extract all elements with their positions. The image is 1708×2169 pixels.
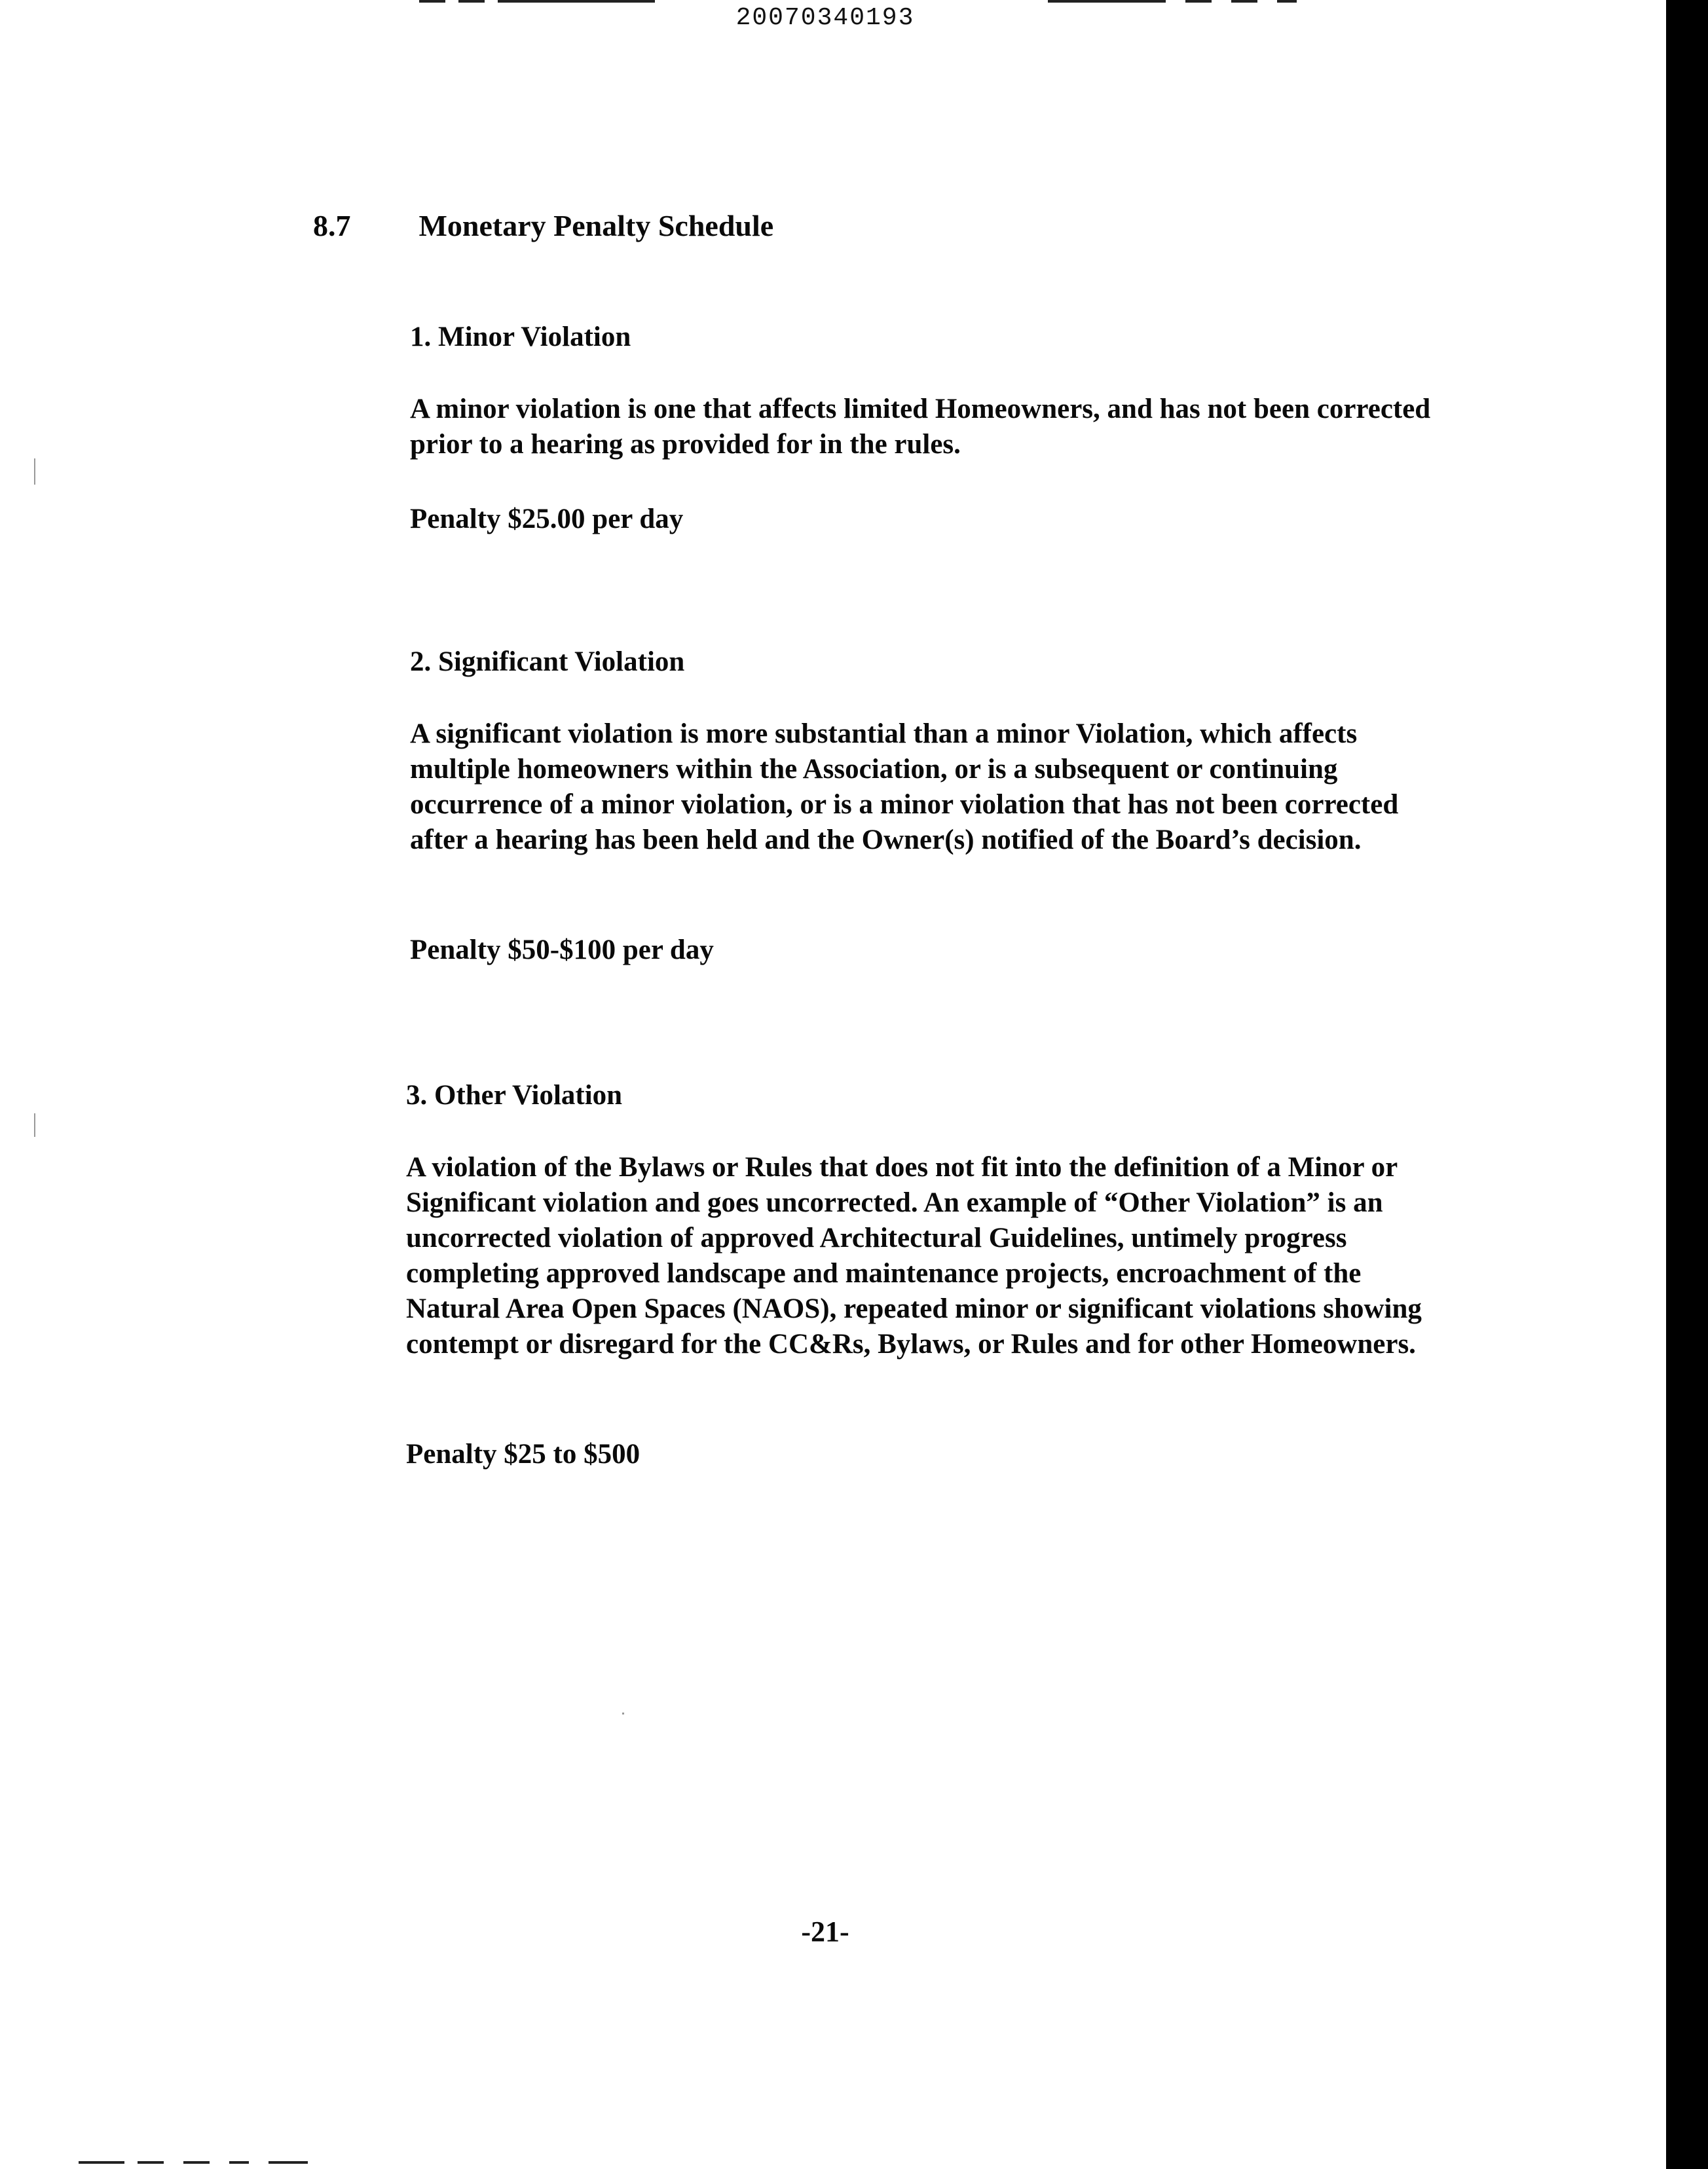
scan-dash	[79, 2161, 124, 2164]
violation-heading: 3. Other Violation	[406, 1080, 623, 1111]
scan-speck	[34, 1113, 35, 1137]
page-number: -21-	[801, 1916, 849, 1948]
scan-dash	[183, 2161, 210, 2164]
scan-dash	[419, 0, 445, 3]
violation-minor	[410, 320, 1458, 534]
violation-significant	[410, 644, 1458, 965]
scan-dash	[269, 2161, 308, 2164]
scan-dash	[1048, 0, 1166, 3]
scan-speck	[622, 1713, 624, 1715]
scan-dash	[229, 2161, 249, 2164]
violation-penalty: Penalty $50-$100 per day	[410, 935, 714, 965]
violation-other	[406, 1078, 1454, 1470]
violation-heading: 1. Minor Violation	[410, 322, 631, 352]
document-number: 20070340193	[735, 4, 915, 32]
scan-dash	[1231, 0, 1257, 3]
violation-penalty: Penalty $25 to $500	[406, 1439, 640, 1470]
scan-speck	[34, 458, 35, 485]
scan-dash	[138, 2161, 164, 2164]
section-header	[313, 208, 773, 243]
violation-description: A significant violation is more substantial than a minor Violation, which affects multiple homeowners within the Association, or is a subsequent or continuing occurrence of a minor violation, or is a minor violation that has not been corrected after a hearing has been held and the Owner(s) notified of the Board’s decision.	[410, 718, 1399, 855]
scan-dash	[1185, 0, 1212, 3]
violation-description: A minor violation is one that affects limited Homeowners, and has not been corrected prior to a hearing as provided for in the rules.	[410, 394, 1431, 460]
section-number: 8.7	[313, 209, 351, 242]
scan-dash	[1277, 0, 1297, 3]
violation-penalty: Penalty $25.00 per day	[410, 504, 684, 534]
violation-description: A violation of the Bylaws or Rules that does not fit into the definition of a Minor or Significant violation and goes uncorrected. An example of “Other Violation” is an uncorrected violation of approved Architectural Guidelines, untimely progress completing approved landscape and maintenance projects, encroachment of the Natural Area Open Spaces (NAOS), repeated minor or significant violations showing contempt or disregard for the CC&Rs, Bylaws, or Rules and for other Homeowners.	[406, 1152, 1422, 1360]
section-title: Monetary Penalty Schedule	[418, 209, 774, 242]
scan-dash	[458, 0, 485, 3]
scan-dash	[498, 0, 655, 3]
scan-edge-bar	[1666, 0, 1708, 2169]
violation-heading: 2. Significant Violation	[410, 646, 685, 677]
